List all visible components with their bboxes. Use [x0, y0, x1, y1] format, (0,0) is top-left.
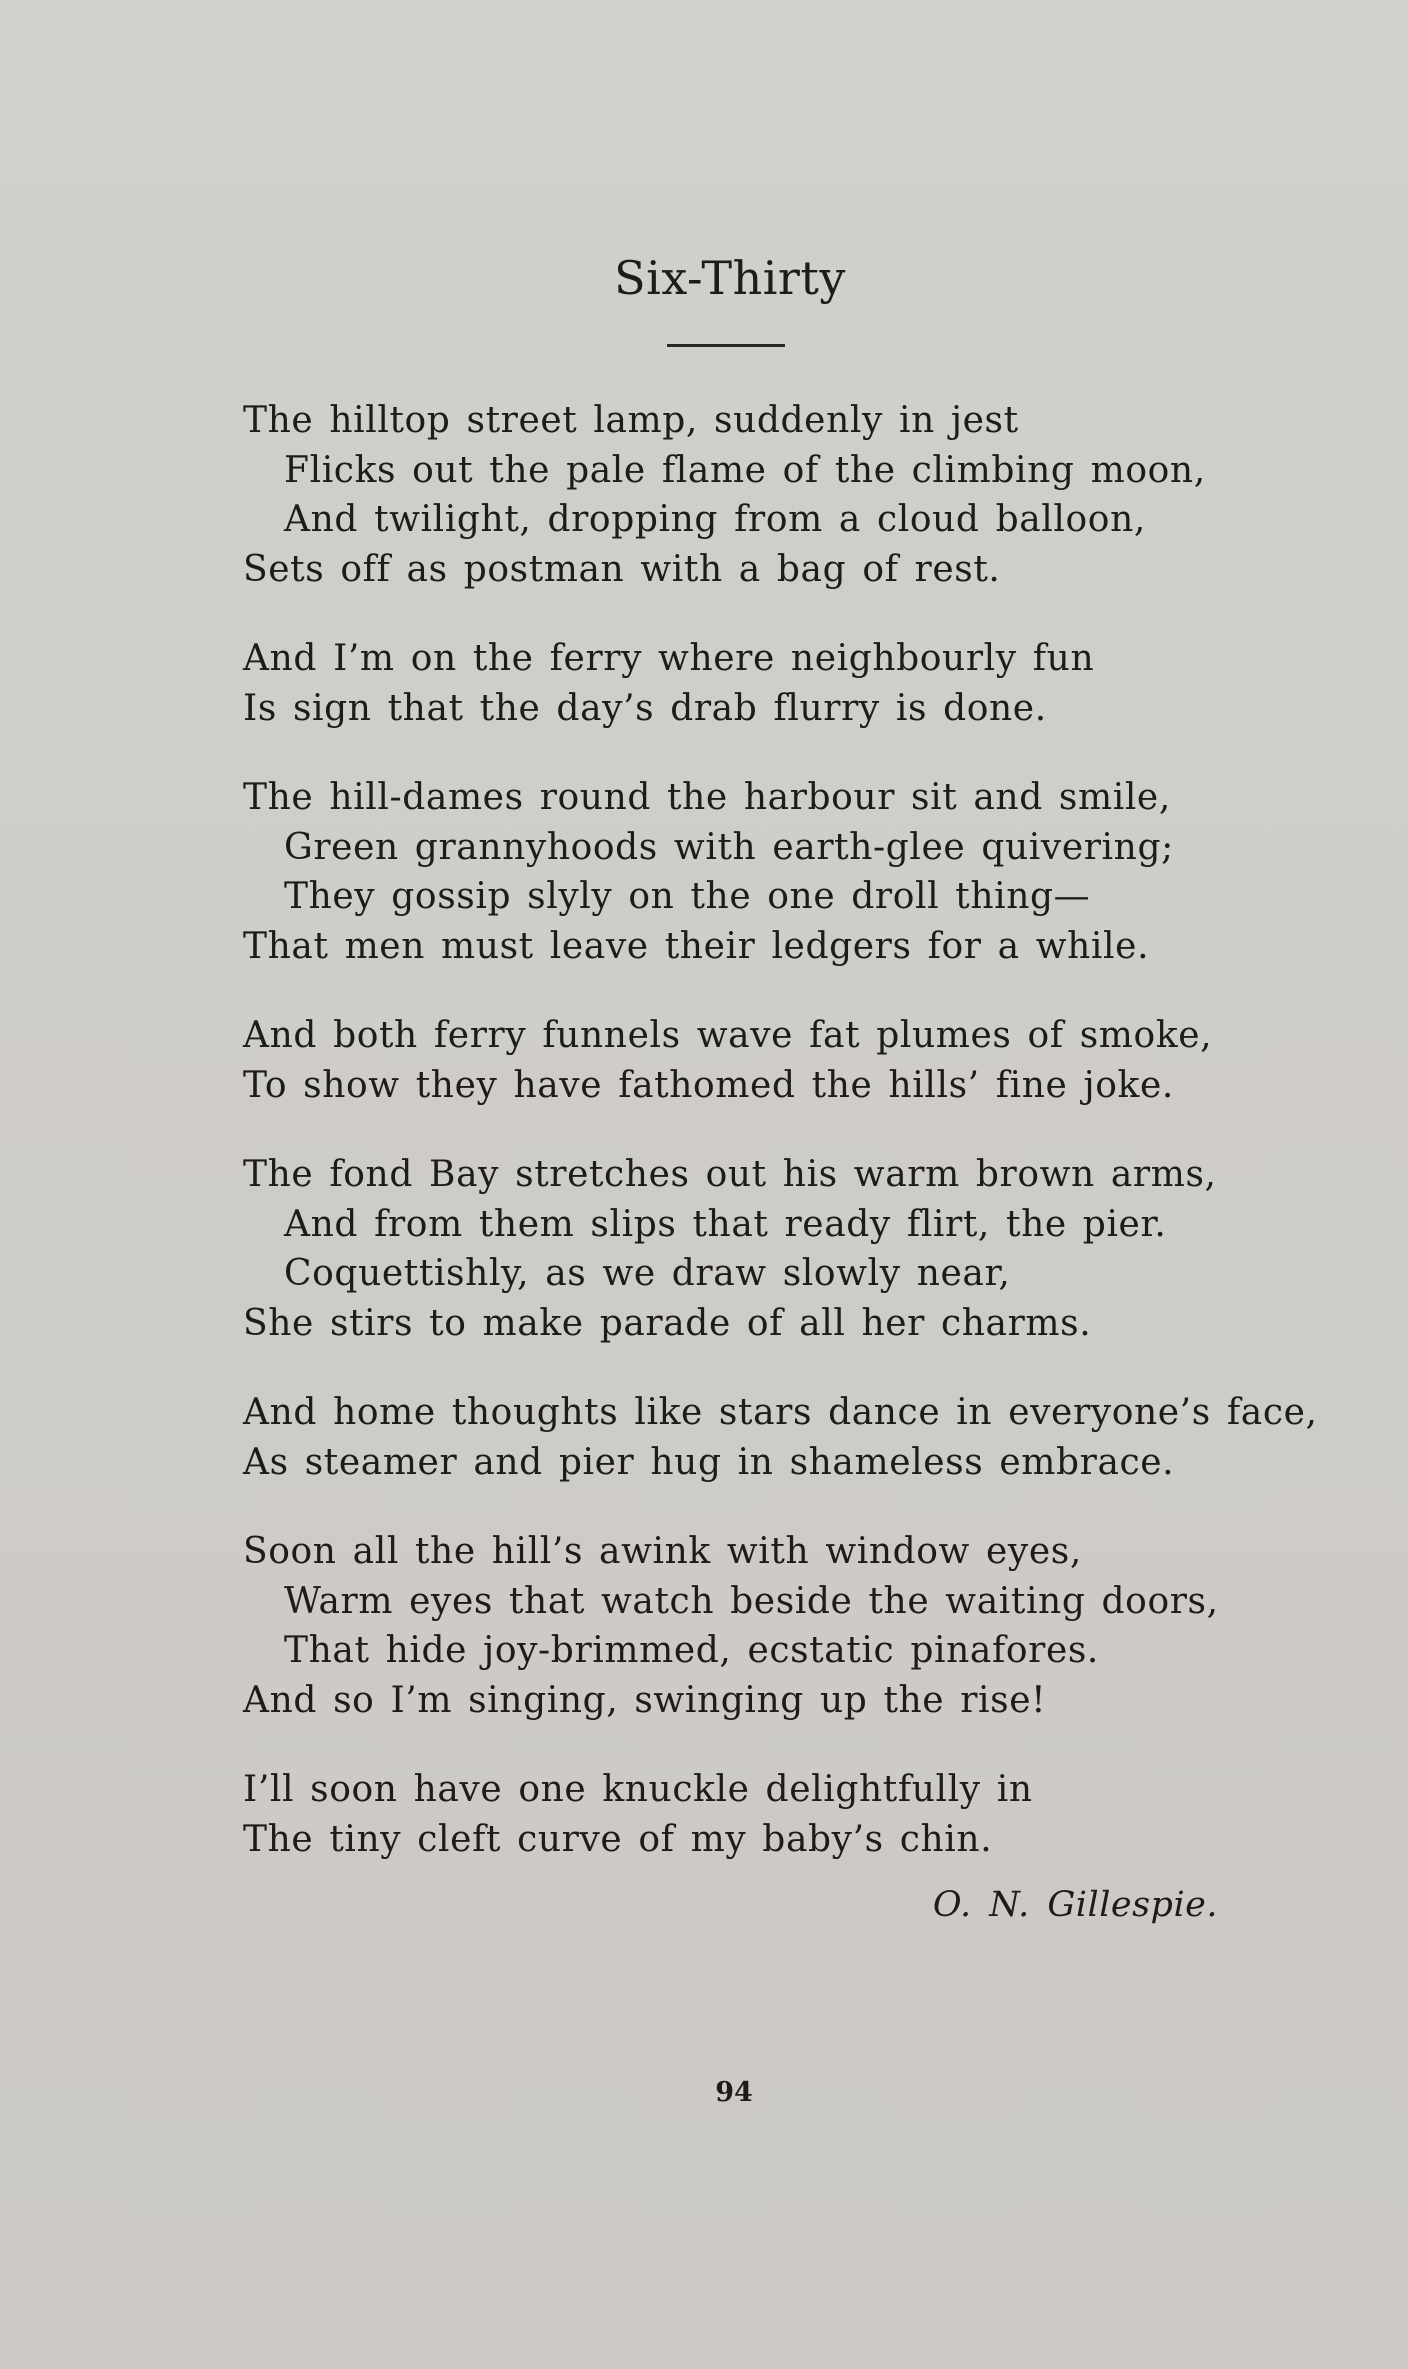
page-number: 94	[715, 2077, 753, 2108]
stanza	[243, 1388, 1343, 1487]
poem-line: That men must leave their ledgers for a while.	[243, 925, 1150, 967]
poem-line: The hilltop street lamp, suddenly in jest	[243, 400, 1019, 441]
poem-line: Flicks out the pale flame of the climbing moon,	[284, 449, 1206, 491]
poem-line: And home thoughts like stars dance in everyone’s face,	[243, 1392, 1318, 1433]
poem-line: The fond Bay stretches out his warm brown arms,	[243, 1154, 1217, 1195]
poem-line: Warm eyes that watch beside the waiting doors,	[284, 1580, 1219, 1622]
poem-line: And both ferry funnels wave fat plumes of smoke,	[243, 1015, 1213, 1056]
poem-author: O. N. Gillespie.	[932, 1885, 1218, 1925]
poem-line: And from them slips that ready flirt, the pier.	[284, 1203, 1167, 1245]
poem-line: Is sign that the day’s drab flurry is done.	[243, 687, 1047, 729]
title-divider	[667, 344, 785, 347]
stanza	[243, 1765, 1343, 1864]
poem-line: Coquettishly, as we draw slowly near,	[284, 1253, 1011, 1294]
poem-line: And so I’m singing, swinging up the rise!	[243, 1679, 1047, 1721]
stanza	[243, 1527, 1343, 1725]
stanza	[243, 1150, 1343, 1348]
poem-body	[243, 396, 1343, 1904]
poem-line: Sets off as postman with a bag of rest.	[243, 548, 1001, 590]
poem-line: They gossip slyly on the one droll thing—	[284, 876, 1091, 917]
poem-line: Green grannyhoods with earth-glee quivering;	[284, 826, 1174, 868]
poem-line: The hill-dames round the harbour sit and smile,	[243, 777, 1171, 818]
poem-line: As steamer and pier hug in shameless embrace.	[243, 1441, 1175, 1483]
poem-line: The tiny cleft curve of my baby’s chin.	[243, 1818, 993, 1860]
poem-line: She stirs to make parade of all her charms.	[243, 1302, 1092, 1344]
poem-title: Six-Thirty	[614, 251, 846, 305]
poem-line: I’ll soon have one knuckle delightfully in	[243, 1769, 1033, 1810]
stanza	[243, 396, 1343, 594]
poem-line: That hide joy-brimmed, ecstatic pinafores.	[284, 1630, 1099, 1671]
stanza	[243, 1011, 1343, 1110]
poem-line: To show they have fathomed the hills’ fine joke.	[243, 1064, 1174, 1106]
poem-line: And I’m on the ferry where neighbourly fun	[243, 638, 1095, 679]
stanza	[243, 773, 1343, 971]
poem-line: Soon all the hill’s awink with window eyes,	[243, 1531, 1082, 1572]
stanza	[243, 634, 1343, 733]
poem-line: And twilight, dropping from a cloud balloon,	[284, 499, 1146, 540]
